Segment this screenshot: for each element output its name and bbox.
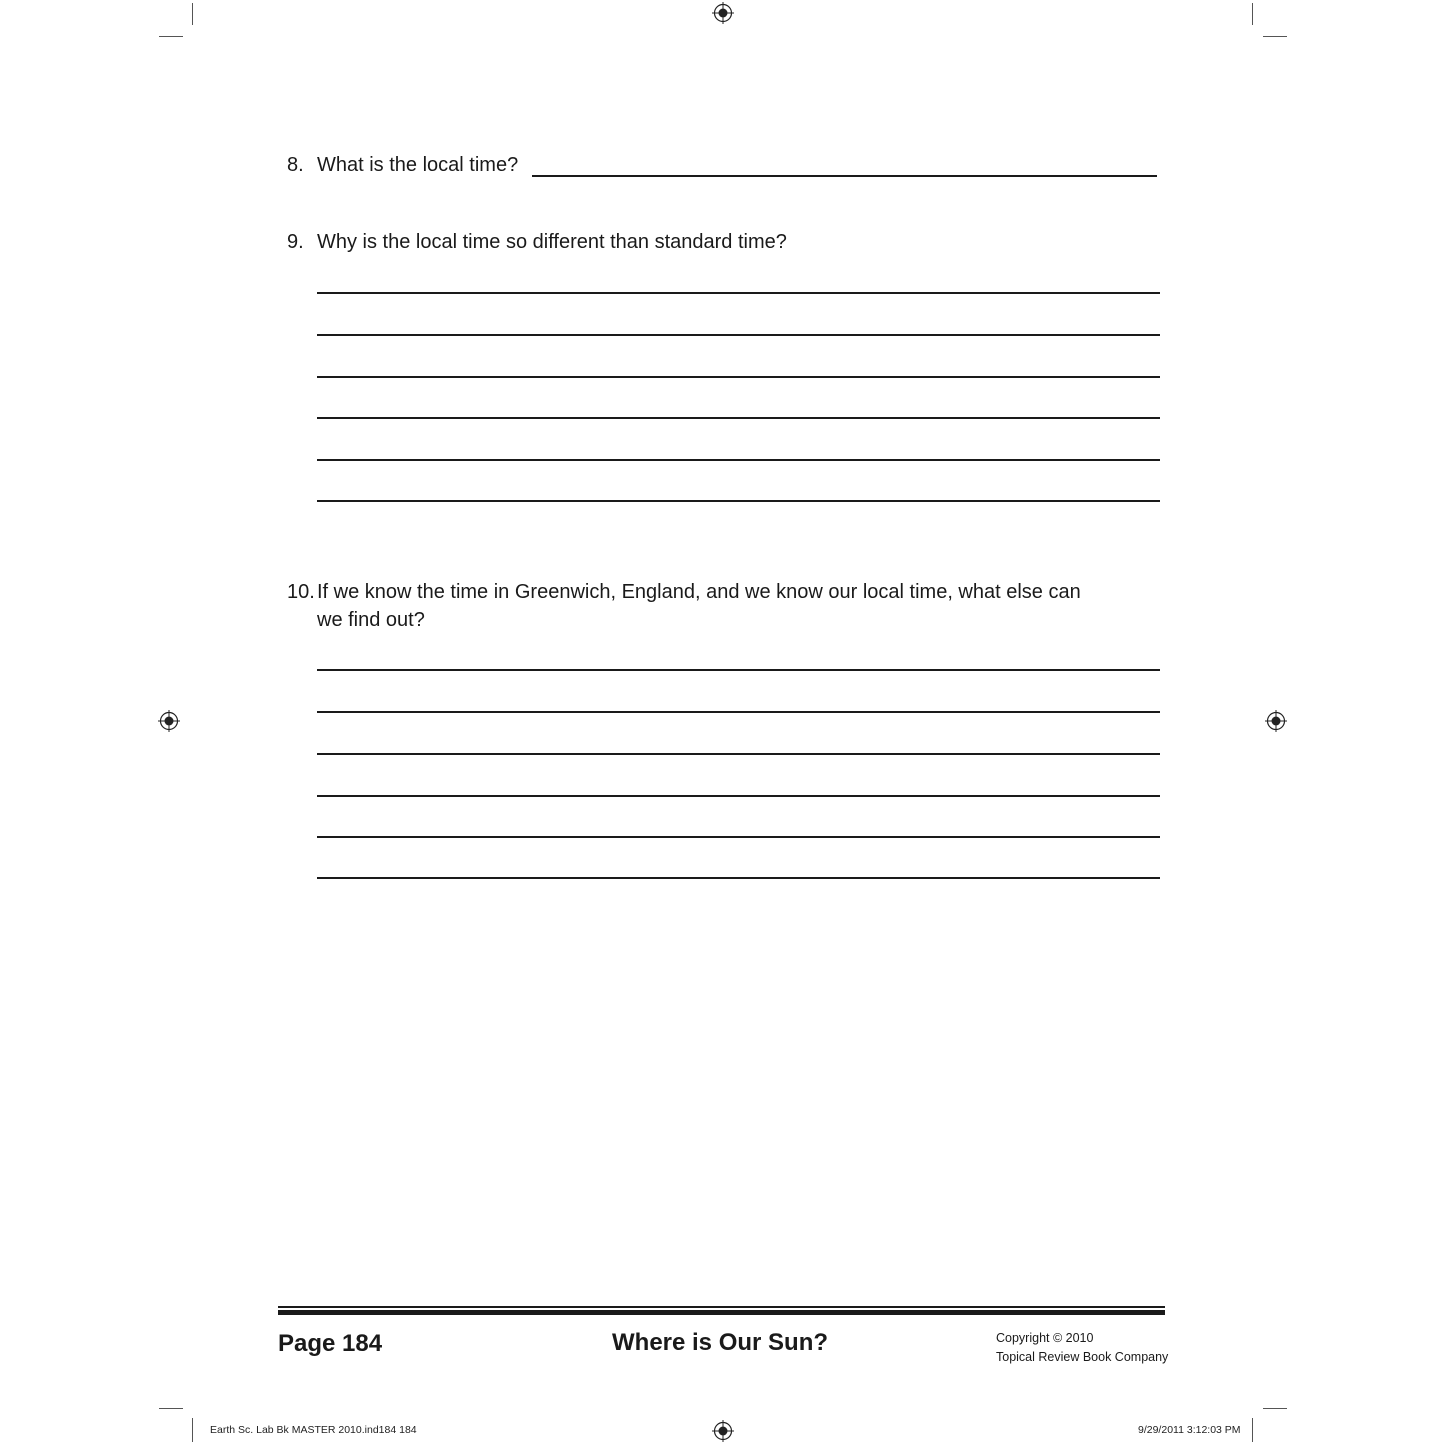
question-text-line-1: If we know the time in Greenwich, England, and we know our local time, what else can — [317, 581, 1081, 603]
crop-mark-bottom-left-horizontal — [159, 1408, 183, 1409]
question-text-line-2: we find out? — [317, 609, 425, 631]
footer-rule — [278, 1310, 1165, 1315]
answer-line-q9[interactable] — [317, 292, 1160, 294]
footer-title: Where is Our Sun? — [612, 1329, 829, 1356]
slug-timestamp: 9/29/2011 3:12:03 PM — [1138, 1424, 1241, 1436]
answer-line-q9[interactable] — [317, 459, 1160, 461]
answer-line-q8[interactable] — [532, 175, 1157, 177]
question-text: What is the local time? — [317, 154, 519, 176]
crop-mark-bottom-right-horizontal — [1263, 1408, 1287, 1409]
crop-mark-top-right-vertical — [1252, 3, 1253, 25]
registration-mark-icon — [712, 2, 734, 24]
answer-line-q10[interactable] — [317, 753, 1160, 755]
question-text: Why is the local time so different than standard time? — [317, 231, 787, 253]
answer-line-q9[interactable] — [317, 376, 1160, 378]
crop-mark-top-left-vertical — [192, 3, 193, 25]
crop-mark-top-right-horizontal — [1263, 36, 1287, 37]
slug-file-info: Earth Sc. Lab Bk MASTER 2010.ind184 184 — [210, 1424, 417, 1436]
answer-line-q10[interactable] — [317, 836, 1160, 838]
answer-line-q10[interactable] — [317, 877, 1160, 879]
question-number: 9. — [287, 231, 304, 253]
question-number: 10. — [287, 581, 315, 603]
crop-mark-top-left-horizontal — [159, 36, 183, 37]
answer-line-q10[interactable] — [317, 669, 1160, 671]
crop-mark-bottom-left-vertical — [192, 1418, 193, 1442]
answer-line-q10[interactable] — [317, 795, 1160, 797]
registration-mark-icon — [158, 710, 180, 732]
answer-line-q10[interactable] — [317, 711, 1160, 713]
footer-rule — [278, 1306, 1165, 1308]
question-number: 8. — [287, 154, 304, 176]
answer-line-q9[interactable] — [317, 334, 1160, 336]
answer-line-q9[interactable] — [317, 417, 1160, 419]
page-number: Page 184 — [278, 1330, 383, 1357]
copyright-line: Copyright © 2010 — [996, 1331, 1094, 1345]
answer-line-q9[interactable] — [317, 500, 1160, 502]
publisher-name: Topical Review Book Company — [996, 1350, 1169, 1364]
crop-mark-bottom-right-vertical — [1252, 1418, 1253, 1442]
registration-mark-icon — [712, 1420, 734, 1442]
copyright-block — [996, 1329, 1168, 1367]
registration-mark-icon — [1265, 710, 1287, 732]
